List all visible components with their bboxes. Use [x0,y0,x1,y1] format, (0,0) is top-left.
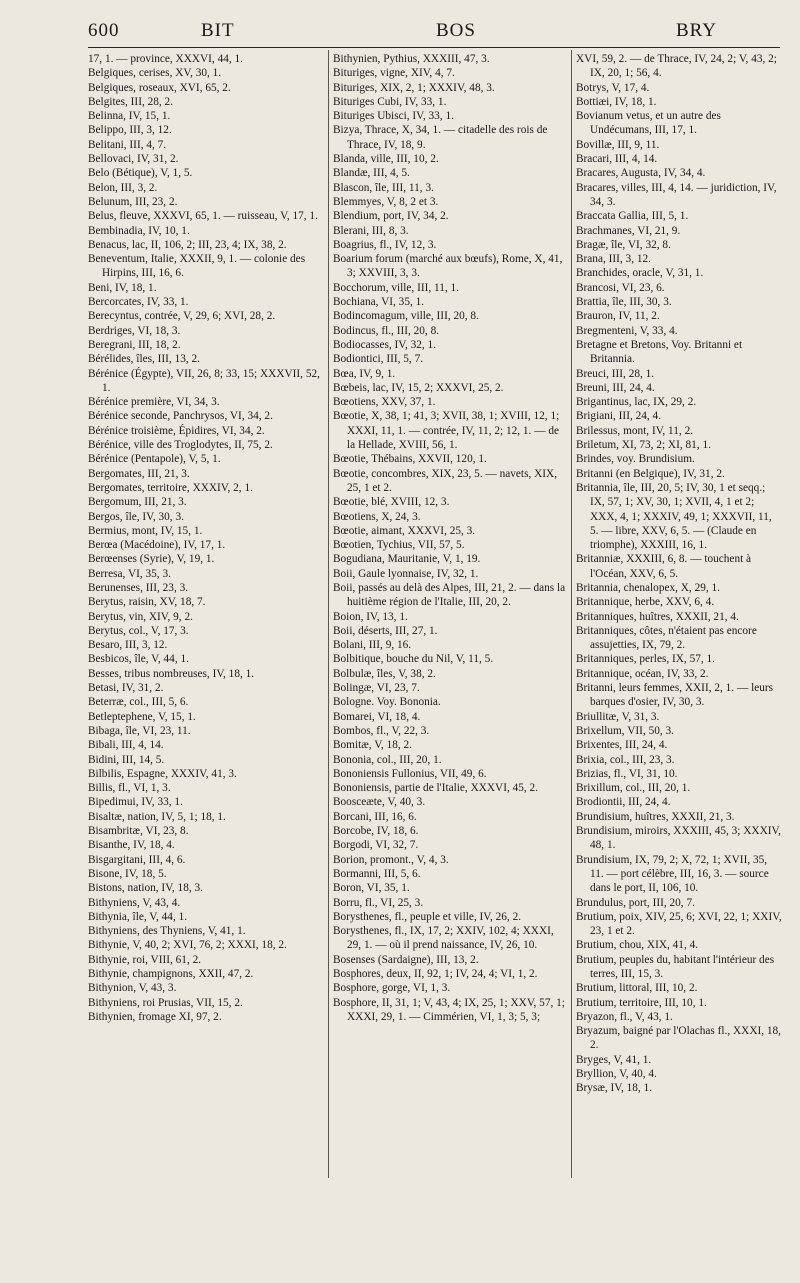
index-entry: Bodiocasses, IV, 32, 1. [333,338,437,351]
index-entry: Borgodi, VI, 32, 7. [333,839,419,852]
index-entry: Belo (Bétique), V, 1, 5. [88,167,193,180]
index-column-left [88,52,324,1024]
index-entry: Bomitæ, V, 18, 2. [333,739,412,752]
index-entry: Brauron, IV, 11, 2. [576,310,660,323]
index-entry: Boosceæte, V, 40, 3. [333,796,426,809]
index-entry: Belippo, III, 3, 12. [88,124,172,137]
index-entry: Bosphore, II, 31, 1; V, 43, 4; IX, 25, 1; XXV, 57, 1; XXXI, 29, 1. — Cimmérien, VI, 1, 3; 5, 3; [333,996,565,1023]
index-entry: Britanniques, huîtres, XXXII, 21, 4. [576,610,739,623]
index-entry: Braccata Gallia, III, 5, 1. [576,210,689,223]
index-entry: Brutium, chou, XIX, 41, 4. [576,939,699,952]
index-entry: Bragæ, île, VI, 32, 8. [576,238,671,251]
index-entry: Belgiques, cerises, XV, 30, 1. [88,67,222,80]
index-entry: Boii, déserts, III, 27, 1. [333,624,438,637]
index-entry: Betleptephene, V, 15, 1. [88,710,196,723]
index-entry: Berresa, VI, 35, 3. [88,567,171,580]
index-entry: Bottiæi, IV, 18, 1. [576,95,657,108]
index-entry: Britanniques, côtes, n'étaient pas encore assujetties, IX, 79, 2. [576,624,757,652]
index-entry: Bipedimui, IV, 33, 1. [88,796,183,809]
index-entry: Bœotiens, X, 24, 3. [333,510,421,523]
index-entry: Britanniæ, XXXIII, 6, 8. — touchent à l'Océan, XXV, 6, 5. [576,553,752,580]
index-entry: Berunenses, III, 23, 3. [88,581,189,594]
index-entry: Belon, III, 3, 2. [88,181,158,194]
index-entry: Bithynien, fromage XI, 97, 2. [88,1010,222,1023]
index-entry: Bœotie, Thébains, XXVII, 120, 1. [333,453,487,466]
index-entry: Bolani, III, 9, 16. [333,639,412,652]
index-entry: Bosenses (Sardaigne), III, 13, 2. [333,953,479,966]
index-entry: Bergos, île, IV, 30, 3. [88,510,184,523]
index-entry: Bracares, Augusta, IV, 34, 4. [576,167,706,180]
index-entry: Bregmenteni, V, 33, 4. [576,324,678,337]
index-entry: Belitani, III, 4, 7. [88,138,167,151]
column-divider-1 [328,50,329,1178]
index-entry: Boron, VI, 35, 1. [333,882,410,895]
index-entry: Borysthenes, fl., IX, 17, 2; XXIV, 102, 4; XXXI, 29, 1. — où il prend naissance, IV, 26, 10. [333,925,554,952]
index-entry: Brundisium, miroirs, XXXIII, 45, 3; XXXIV, 48, 1. [576,825,782,852]
index-entry: Boagrius, fl., IV, 12, 3. [333,238,437,251]
index-entry: Britanniques, perles, IX, 57, 1. [576,653,715,666]
index-entry: Britannique, océan, IV, 33, 2. [576,667,709,680]
index-entry: Belgiques, roseaux, XVI, 65, 2. [88,81,231,94]
index-entry: Besses, tribus nombreuses, IV, 18, 1. [88,667,255,680]
index-entry: Britanni, leurs femmes, XXII, 2, 1. — leurs barques d'osier, IV, 30, 3. [576,682,774,709]
index-entry: Bovillæ, III, 9, 11. [576,138,660,151]
index-entry: Bodiontici, III, 5, 7. [333,353,424,366]
index-entry: Benacus, lac, II, 106, 2; III, 23, 4; IX, 38, 2. [88,238,287,251]
index-entry: 17, 1. — province, XXXVI, 44, 1. [88,53,243,65]
index-entry: Brattia, île, III, 30, 3. [576,296,672,309]
index-entry: Britannia, chenalopex, X, 29, 1. [576,581,720,594]
index-entry: Borion, promont., V, 4, 3. [333,853,449,866]
index-entry: Bisgargitani, III, 4, 6. [88,853,186,866]
index-entry: Beterræ, col., III, 5, 6. [88,696,189,709]
index-entry: Britannia, île, III, 20, 5; IV, 30, 1 et seqq.; IX, 57, 1; XV, 30, 1; XVII, 4, 1 et 2; XXX, 4, 1; XXXIV, 49, 1; XXXVII, 11, 5. — libre, XXV, 6, 5. — (Claude en triomphe), XXXIII, 16, 1. [576,481,772,552]
index-entry: Brixia, col., III, 23, 3. [576,753,675,766]
index-entry: Bithynion, V, 43, 3. [88,982,177,995]
index-entry: Bononia, col., III, 20, 1. [333,753,442,766]
index-entry: Bithynia, île, V, 44, 1. [88,910,188,923]
index-entry: Bergomates, territoire, XXXIV, 2, 1. [88,481,253,494]
index-entry: Bibaga, île, VI, 23, 11. [88,724,191,737]
index-entry: Bithyniens, V, 43, 4. [88,896,181,909]
index-entry: Bellovaci, IV, 31, 2. [88,153,179,166]
index-entry: Bérénice, ville des Troglodytes, II, 75, 2. [88,439,273,452]
index-entry: Berytus, col., V, 17, 3. [88,624,189,637]
index-entry: Boion, IV, 13, 1. [333,610,408,623]
index-entry: Bidini, III, 14, 5. [88,753,165,766]
index-entry: Bérénice seconde, Panchrysos, VI, 34, 2. [88,410,273,423]
index-entry: Bilbilis, Espagne, XXXIV, 41, 3. [88,767,237,780]
index-entry: Bisanthe, IV, 18, 4. [88,839,175,852]
index-entry: Bosphores, deux, II, 92, 1; IV, 24, 4; VI, 1, 2. [333,968,538,980]
index-entry: Bogudiana, Mauritanie, V, 1, 19. [333,553,481,566]
index-entry: Bovianum vetus, et un autre des Undécumans, III, 17, 1. [576,110,721,137]
index-entry: Borcobe, IV, 18, 6. [333,825,419,838]
index-entry: Bracares, villes, III, 4, 14. — juridiction, IV, 34, 3. [576,181,777,208]
index-entry: Bosphore, gorge, VI, 1, 3. [333,982,451,995]
index-entry: Boarium forum (marché aux bœufs), Rome, X, 41, 3; XXVIII, 3, 3. [333,253,563,280]
index-entry: Bérénice première, VI, 34, 3. [88,396,220,409]
index-column-right [576,52,782,1096]
index-entry: Brundisium, huîtres, XXXII, 21, 3. [576,810,735,823]
index-column-middle [333,52,567,1024]
index-entry: Bormanni, III, 5, 6. [333,867,421,880]
index-entry: Bochiana, VI, 35, 1. [333,296,425,309]
index-entry: Berœa (Macédoine), IV, 17, 1. [88,539,226,552]
index-entry: Beregrani, III, 18, 2. [88,338,181,351]
index-entry: Bodincomagum, ville, III, 20, 8. [333,310,479,323]
index-entry: Borru, fl., VI, 25, 3. [333,896,424,909]
index-entry: Bercorcates, IV, 33, 1. [88,296,189,309]
index-entry: Bryazon, fl., V, 43, 1. [576,1010,673,1023]
index-entry: Besaro, III, 3, 12. [88,639,168,652]
index-entry: Brigantinus, lac, IX, 29, 2. [576,396,697,409]
index-entry: Brundisium, IX, 79, 2; X, 72, 1; XVII, 35, 11. — port célèbre, III, 16, 3. — source dans le port, II, 106, 10. [576,853,769,895]
index-entry: Bryges, V, 41, 1. [576,1053,652,1066]
index-entry: Bithyniens, roi Prusias, VII, 15, 2. [88,996,243,1009]
index-entry: Brindes, voy. Brundisium. [576,453,695,466]
header-rule [88,47,780,48]
column-divider-2 [571,50,572,1178]
index-entry: Bithynie, V, 40, 2; XVI, 76, 2; XXXI, 18, 2. [88,939,287,952]
index-entry: Bœotie, aimant, XXXVI, 25, 3. [333,524,476,537]
index-entry: Blendium, port, IV, 34, 2. [333,210,449,223]
index-entry: Bomarei, VI, 18, 4. [333,710,421,723]
index-entry: Billis, fl., VI, 1, 3. [88,782,171,795]
index-entry: Bœotiens, XXV, 37, 1. [333,396,436,409]
index-entry: Bracari, III, 4, 14. [576,153,658,166]
index-entry: Borysthenes, fl., peuple et ville, IV, 26, 2. [333,910,522,923]
index-entry: Bœotie, concombres, XIX, 23, 5. — navets, XIX, 25, 1 et 2. [333,467,558,494]
page-header [88,20,780,46]
index-entry: Bibali, III, 4, 14. [88,739,164,752]
index-entry: Brancosi, VI, 23, 6. [576,281,665,294]
index-entry: Botrys, V, 17, 4. [576,81,650,94]
index-entry: Bisaltæ, nation, IV, 5, 1; 18, 1. [88,810,226,823]
page-number: 600 [88,20,120,41]
index-entry: Brutium, peuples du, habitant l'intérieur des terres, III, 15, 3. [576,953,775,980]
index-entry: Briullitæ, V, 31, 3. [576,710,660,723]
index-entry: Bryllion, V, 40, 4. [576,1068,657,1081]
index-entry: Beni, IV, 18, 1. [88,281,157,294]
index-entry: Belinna, IV, 15, 1. [88,110,171,123]
index-entry: Briletum, XI, 73, 2; XI, 81, 1. [576,439,711,452]
index-entry: Bergomum, III, 21, 3. [88,496,187,509]
index-entry: Breuci, III, 28, 1. [576,367,655,380]
index-entry: Bœotie, X, 38, 1; 41, 3; XVII, 38, 1; XVIII, 12, 1; XXXI, 11, 1. — contrée, IV, 11, 2; 12, 1. — de la Hellade, XVIII, 56, 1. [333,410,560,452]
index-entry: Brysæ, IV, 18, 1. [576,1082,653,1095]
index-entry: Brodiontii, III, 24, 4. [576,796,671,809]
index-entry: Berœenses (Syrie), V, 19, 1. [88,553,215,566]
index-entry: Berecyntus, contrée, V, 29, 6; XVI, 28, 2. [88,310,276,323]
index-entry: Brizias, fl., VI, 31, 10. [576,767,678,780]
index-entry: Bolbitique, bouche du Nil, V, 11, 5. [333,653,494,666]
index-entry: Brundulus, port, III, 20, 7. [576,896,695,909]
index-entry: Breuni, III, 24, 4. [576,381,655,394]
index-entry: Brachmanes, VI, 21, 9. [576,224,681,237]
index-entry: Bologne. Voy. Bononia. [333,696,441,709]
index-entry: Blandæ, III, 4, 5. [333,167,410,180]
index-entry: Bérénice (Pentapole), V, 5, 1. [88,453,221,466]
index-entry: Britannique, herbe, XXV, 6, 4. [576,596,715,609]
index-entry: Bituriges, XIX, 2, 1; XXXIV, 48, 3. [333,81,495,94]
index-entry: Bistons, nation, IV, 18, 3. [88,882,203,895]
index-entry: Berytus, vin, XIV, 9, 2. [88,610,193,623]
index-entry: XVI, 59, 2. — de Thrace, IV, 24, 2; V, 43, 2; IX, 20, 1; 56, 4. [576,53,777,80]
index-entry: Bœa, IV, 9, 1. [333,367,396,380]
index-entry: Blascon, île, III, 11, 3. [333,181,434,194]
index-entry: Brigiani, III, 24, 4. [576,410,662,423]
index-entry: Brixillum, col., III, 20, 1. [576,782,691,795]
index-entry: Brana, III, 3, 12. [576,253,651,266]
index-entry: Bryazum, baigné par l'Olachas fl., XXXI, 18, 2. [576,1025,782,1052]
index-entry: Brixellum, VII, 50, 3. [576,724,675,737]
index-entry: Bithynie, roi, VIII, 61, 2. [88,953,202,966]
index-entry: Blerani, III, 8, 3. [333,224,409,237]
running-head-right: BRY [676,20,718,41]
running-head-middle: BOS [436,20,476,41]
index-entry: Bolingæ, VI, 23, 7. [333,682,420,695]
index-entry: Bituriges, vigne, XIV, 4, 7. [333,67,455,80]
index-entry: Berytus, raisin, XV, 18, 7. [88,596,206,609]
index-entry: Bithynien, Pythius, XXXIII, 47, 3. [333,53,490,65]
index-entry: Bérénice (Égypte), VII, 26, 8; 33, 15; XXXVII, 52, 1. [88,367,320,394]
index-entry: Bithynie, champignons, XXII, 47, 2. [88,968,254,980]
index-entry: Bodincus, fl., III, 20, 8. [333,324,440,337]
index-entry: Besbicos, île, V, 44, 1. [88,653,189,666]
index-entry: Bononiensis Fullonius, VII, 49, 6. [333,767,487,780]
index-entry: Boii, passés au delà des Alpes, III, 21, 2. — dans la huitième région de l'Italie, III, 20, 2. [333,581,566,609]
index-entry: Bérélides, îles, III, 13, 2. [88,353,200,366]
index-entry: Bermius, mont, IV, 15, 1. [88,524,203,537]
index-entry: Belunum, III, 23, 2. [88,195,178,208]
index-entry: Beneventum, Italie, XXXII, 9, 1. — colonie des Hirpins, III, 16, 6. [88,253,306,280]
index-entry: Bisone, IV, 18, 5. [88,867,167,880]
index-entry: Brutium, poix, XIV, 25, 6; XVI, 22, 1; XXIV, 23, 1 et 2. [576,910,782,938]
index-entry: Bœotie, blé, XVIII, 12, 3. [333,496,450,509]
index-entry: Brutium, littoral, III, 10, 2. [576,982,698,995]
index-entry: Blemmyes, V, 8, 2 et 3. [333,195,439,208]
index-entry: Betasi, IV, 31, 2. [88,682,164,695]
index-entry: Bituriges Cubi, IV, 33, 1. [333,95,447,108]
index-entry: Bérénice troisième, Épidires, VI, 34, 2. [88,424,265,437]
index-entry: Brutium, territoire, III, 10, 1. [576,996,707,1009]
index-entry: Bergomates, III, 21, 3. [88,467,190,480]
index-entry: Bisambritæ, VI, 23, 8. [88,825,189,838]
index-entry: Bocchorum, ville, III, 11, 1. [333,281,460,294]
index-entry: Bœbeis, lac, IV, 15, 2; XXXVI, 25, 2. [333,381,504,394]
index-entry: Belgites, III, 28, 2. [88,95,174,108]
running-head-left: BIT [201,20,235,41]
index-entry: Bretagne et Bretons, Voy. Britanni et Britannia. [576,338,743,366]
index-entry: Bononiensis, partie de l'Italie, XXXVI, 45, 2. [333,782,539,795]
index-entry: Bombos, fl., V, 22, 3. [333,724,430,737]
index-entry: Belus, fleuve, XXXVI, 65, 1. — ruisseau, V, 17, 1. [88,210,318,223]
index-entry: Bembinadia, IV, 10, 1. [88,224,190,237]
index-entry: Bolbulæ, îles, V, 38, 2. [333,667,436,680]
index-entry: Brixentes, III, 24, 4. [576,739,668,752]
index-entry: Berdriges, VI, 18, 3. [88,324,181,337]
index-entry: Bithyniens, des Thyniens, V, 41, 1. [88,925,246,938]
index-entry: Boii, Gaule lyonnaise, IV, 32, 1. [333,567,479,580]
index-entry: Borcani, III, 16, 6. [333,810,417,823]
index-entry: Bœotien, Tychius, VII, 57, 5. [333,539,465,552]
index-entry: Bizya, Thrace, X, 34, 1. — citadelle des rois de Thrace, IV, 18, 9. [333,124,548,151]
index-entry: Blanda, ville, III, 10, 2. [333,153,439,166]
index-entry: Branchides, oracle, V, 31, 1. [576,267,704,280]
index-entry: Brilessus, mont, IV, 11, 2. [576,424,694,437]
index-entry: Bituriges Ubisci, IV, 33, 1. [333,110,454,123]
index-entry: Britanni (en Belgique), IV, 31, 2. [576,467,725,480]
